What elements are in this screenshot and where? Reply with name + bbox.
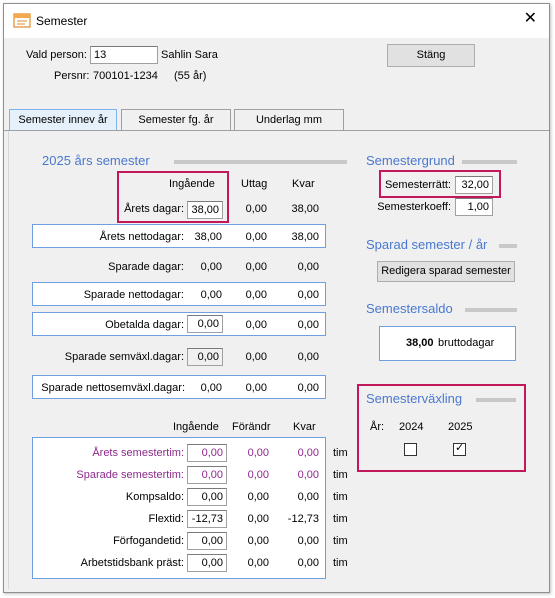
tim-unit: tim	[333, 557, 348, 569]
vald-person-label: Vald person:	[26, 49, 87, 61]
arets-dagar-label: Årets dagar:	[124, 203, 184, 215]
obetalda-dagar-uttag: 0,00	[245, 319, 267, 331]
sparade-dagar-kvar: 0,00	[297, 261, 319, 273]
header-ingaende: Ingående	[169, 178, 215, 190]
sparade-dagar-uttag: 0,00	[245, 261, 267, 273]
sparade-nettodagar-uttag: 0,00	[245, 289, 267, 301]
kompsaldo-label: Kompsaldo:	[125, 491, 184, 503]
forfogandetid-input[interactable]: 0,00	[187, 532, 227, 550]
kompsaldo-input[interactable]: 0,00	[187, 488, 227, 506]
title-bar	[4, 4, 549, 38]
sparade-nettosemvaxl-uttag: 0,00	[245, 382, 267, 394]
sparade-nettodagar-ing: 0,00	[200, 289, 222, 301]
arets-nettodagar-kvar: 38,00	[291, 231, 319, 243]
tab-underlag[interactable]: Underlag mm	[234, 109, 344, 130]
flextid-input[interactable]: -12,73	[187, 510, 227, 528]
tim-unit: tim	[333, 513, 348, 525]
semester-title: 2025 års semester	[42, 153, 150, 168]
semesterkoeff-label: Semesterkoeff:	[377, 201, 451, 213]
tab-semester-innev-ar[interactable]: Semester innev år	[9, 109, 117, 131]
sparade-nettosemvaxl-kvar: 0,00	[297, 382, 319, 394]
obetalda-dagar-kvar: 0,00	[297, 319, 319, 331]
age-value: (55 år)	[174, 70, 207, 82]
sparade-nettodagar-kvar: 0,00	[297, 289, 319, 301]
flextid-label: Flextid:	[148, 513, 184, 525]
highlight-arets-dagar	[117, 171, 229, 223]
saldo-title-bar	[465, 308, 517, 312]
redigera-sparad-semester-button[interactable]: Redigera sparad semester	[377, 261, 515, 282]
semestergrund-title: Semestergrund	[366, 153, 455, 168]
vaxling-year-2025: 2025	[448, 421, 473, 433]
arets-semestertim-label: Årets semestertim:	[92, 447, 184, 459]
arets-nettodagar-ing: 38,00	[194, 231, 222, 243]
arets-dagar-uttag: 0,00	[245, 203, 267, 215]
semesterkoeff-input[interactable]: 1,00	[455, 198, 493, 216]
sparade-semvaxl-uttag: 0,00	[245, 351, 267, 363]
sparade-dagar-ing: 0,00	[200, 261, 222, 273]
saldo-value: 38,00	[406, 337, 434, 349]
tab-semester-fg-ar[interactable]: Semester fg. år	[121, 109, 231, 130]
arbetstidsbank-kvar: 0,00	[297, 557, 319, 569]
obetalda-dagar-label: Obetalda dagar:	[105, 319, 184, 331]
arets-semestertim-kvar: 0,00	[297, 447, 319, 459]
person-id-input[interactable]: 13	[90, 46, 158, 64]
arbetstidsbank-input[interactable]: 0,00	[187, 554, 227, 572]
sparade-semestertim-forandr: 0,00	[247, 469, 269, 481]
semestergrund-title-bar	[462, 160, 517, 164]
arets-nettodagar-label: Årets nettodagar:	[99, 231, 184, 243]
kompsaldo-forandr: 0,00	[247, 491, 269, 503]
header-uttag: Uttag	[241, 178, 268, 190]
sparade-semvaxl-input: 0,00	[187, 348, 223, 366]
window-title: Semester	[36, 14, 88, 28]
sparad-title-bar	[499, 244, 517, 248]
arets-nettodagar-uttag: 0,00	[245, 231, 267, 243]
tim-header-kvar: Kvar	[293, 421, 316, 433]
tim-header-ingaende: Ingående	[173, 421, 219, 433]
flextid-kvar: -12,73	[287, 513, 319, 525]
arbetstidsbank-forandr: 0,00	[247, 557, 269, 569]
arets-dagar-input[interactable]: 38,00	[187, 201, 223, 219]
highlight-semesterratt	[379, 170, 501, 198]
vaxling-ar-label: År:	[370, 421, 385, 433]
sparade-semestertim-kvar: 0,00	[297, 469, 319, 481]
saldo-box	[379, 326, 516, 361]
obetalda-dagar-input[interactable]: 0,00	[187, 315, 223, 333]
sparade-nettodagar-label: Sparade nettodagar:	[83, 289, 184, 301]
arets-semestertim-forandr: 0,00	[247, 447, 269, 459]
tim-unit: tim	[333, 469, 348, 481]
sparade-semvaxl-label: Sparade semväxl.dagar:	[64, 351, 184, 363]
tab-panel	[8, 131, 544, 589]
stang-button[interactable]: Stäng	[387, 44, 475, 67]
app-calendar-icon	[13, 12, 31, 28]
flextid-forandr: 0,00	[247, 513, 269, 525]
check-icon: ✓	[455, 442, 465, 454]
arets-dagar-kvar: 38,00	[291, 203, 319, 215]
sparade-semestertim-label: Sparade semestertim:	[76, 469, 184, 481]
vaxling-2024-checkbox[interactable]	[404, 443, 417, 456]
vaxling-year-2024: 2024	[399, 421, 424, 433]
person-name: Sahlin Sara	[161, 49, 218, 61]
tim-unit: tim	[333, 491, 348, 503]
arbetstidsbank-label: Arbetstidsbank präst:	[80, 557, 184, 569]
persnr-value: 700101-1234	[93, 70, 158, 82]
semester-window	[3, 3, 550, 593]
tim-unit: tim	[333, 447, 348, 459]
tim-unit: tim	[333, 535, 348, 547]
sparade-dagar-label: Sparade dagar:	[108, 261, 184, 273]
sparade-nettosemvaxl-ing: 0,00	[200, 382, 222, 394]
kompsaldo-kvar: 0,00	[297, 491, 319, 503]
semesterratt-input[interactable]: 32,00	[455, 176, 493, 194]
vaxling-2025-checkbox[interactable]	[453, 443, 466, 456]
vaxling-title-bar	[476, 398, 516, 402]
semesterratt-label: Semesterrätt:	[384, 179, 451, 191]
vaxling-title: Semesterväxling	[366, 391, 463, 406]
header-kvar: Kvar	[292, 178, 315, 190]
sparade-semvaxl-kvar: 0,00	[297, 351, 319, 363]
saldo-unit: bruttodagar	[438, 337, 495, 349]
close-icon[interactable]: ✕	[523, 10, 537, 27]
tim-header-forandr: Förändr	[232, 421, 271, 433]
sparade-semestertim-input[interactable]: 0,00	[187, 466, 227, 484]
forfogandetid-label: Förfogandetid:	[113, 535, 184, 547]
sparade-nettosemvaxl-label: Sparade nettosemväxl.dagar:	[41, 382, 185, 394]
arets-semestertim-input[interactable]: 0,00	[187, 444, 227, 462]
forfogandetid-kvar: 0,00	[297, 535, 319, 547]
semester-title-bar	[174, 160, 347, 164]
sparad-title: Sparad semester / år	[366, 237, 488, 252]
saldo-title: Semestersaldo	[366, 301, 453, 316]
persnr-label: Persnr:	[54, 70, 90, 82]
forfogandetid-forandr: 0,00	[247, 535, 269, 547]
